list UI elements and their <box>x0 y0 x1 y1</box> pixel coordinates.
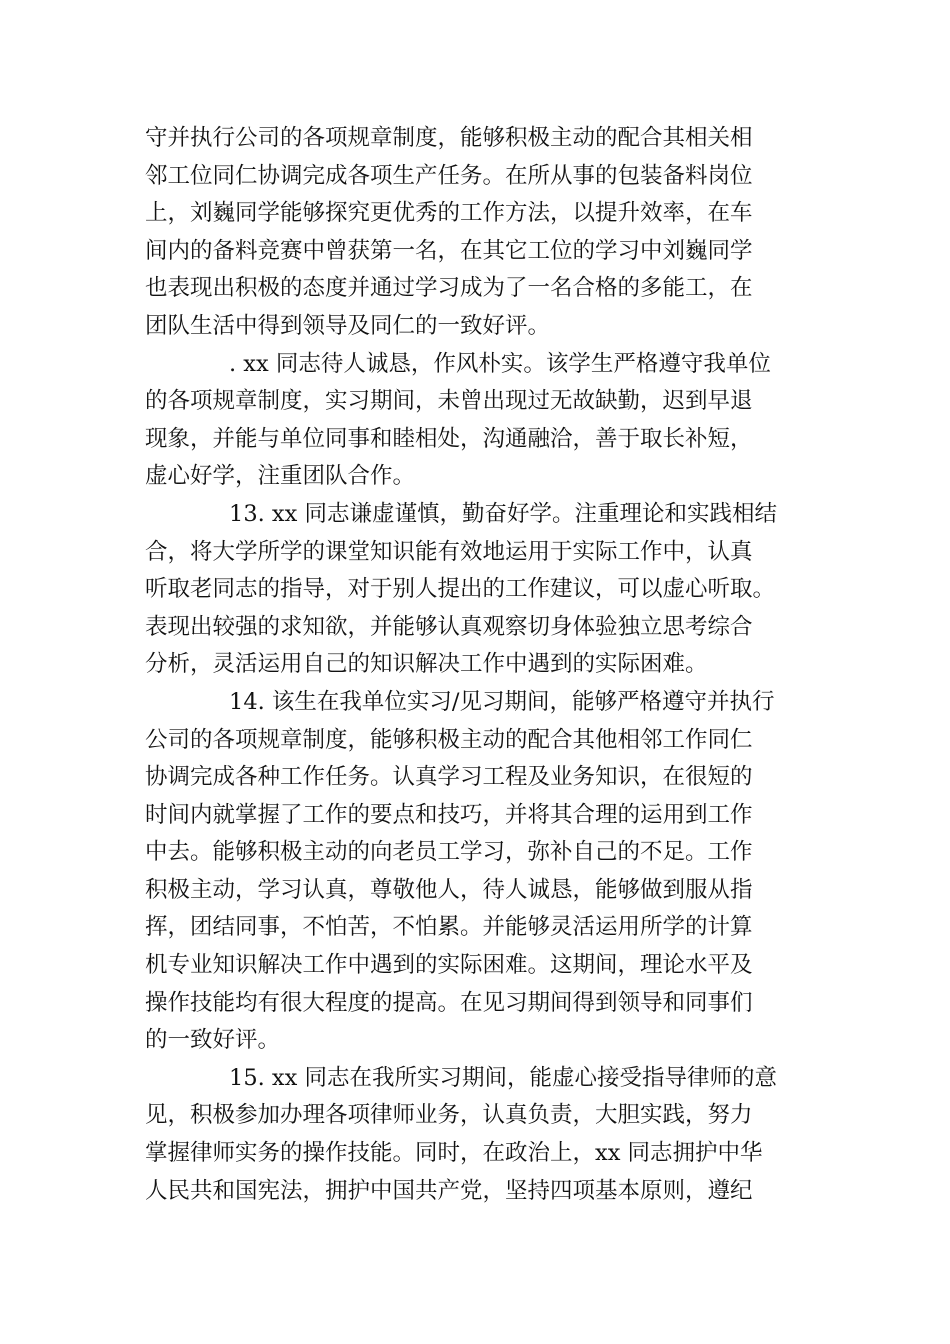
text-line: 虚心好学，注重团队合作。 <box>145 463 416 490</box>
text-line: 掌握律师实务的操作技能。同时，在政治上，xx 同志拥护中华 <box>145 1140 763 1167</box>
text-line: 中去。能够积极主动的向老员工学习，弥补自己的不足。工作 <box>145 839 753 866</box>
text-line: 14. 该生在我单位实习/见习期间，能够严格遵守并执行 <box>229 688 775 715</box>
text-line: . xx 同志待人诚恳，作风朴实。该学生严格遵守我单位 <box>229 350 771 377</box>
text-line: 挥，团结同事，不怕苦，不怕累。并能够灵活运用所学的计算 <box>145 914 753 941</box>
text-line: 表现出较强的求知欲，并能够认真观察切身体验独立思考综合 <box>145 613 753 640</box>
text-line: 见，积极参加办理各项律师业务，认真负责，大胆实践，努力 <box>145 1102 753 1129</box>
text-line: 人民共和国宪法，拥护中国共产党，坚持四项基本原则，遵纪 <box>145 1177 753 1204</box>
text-line: 团队生活中得到领导及同仁的一致好评。 <box>145 312 551 339</box>
text-line: 合，将大学所学的课堂知识能有效地运用于实际工作中，认真 <box>145 538 753 565</box>
text-line: 分析，灵活运用自己的知识解决工作中遇到的实际困难。 <box>145 651 708 678</box>
text-line: 的各项规章制度，实习期间，未曾出现过无故缺勤，迟到早退 <box>145 388 753 415</box>
document-body <box>145 120 815 1210</box>
text-line: 听取老同志的指导，对于别人提出的工作建议，可以虚心听取。 <box>145 576 776 603</box>
text-line: 13. xx 同志谦虚谨慎，勤奋好学。注重理论和实践相结 <box>229 500 777 527</box>
text-line: 机专业知识解决工作中遇到的实际困难。这期间，理论水平及 <box>145 952 753 979</box>
text-line: 积极主动，学习认真，尊敬他人，待人诚恳，能够做到服从指 <box>145 876 753 903</box>
text-line: 的一致好评。 <box>145 1027 281 1054</box>
text-line: 操作技能均有很大程度的提高。在见习期间得到领导和同事们 <box>145 989 753 1016</box>
text-line: 现象，并能与单位同事和睦相处，沟通融洽，善于取长补短， <box>145 425 753 452</box>
text-line: 上，刘巍同学能够探究更优秀的工作方法，以提升效率，在车 <box>145 200 753 227</box>
text-line: 也表现出积极的态度并通过学习成为了一名合格的多能工，在 <box>145 275 753 302</box>
text-line: 邻工位同仁协调完成各项生产任务。在所从事的包装备料岗位 <box>145 162 753 189</box>
text-line: 公司的各项规章制度，能够积极主动的配合其他相邻工作同仁 <box>145 726 753 753</box>
text-line: 守并执行公司的各项规章制度，能够积极主动的配合其相关相 <box>145 125 753 151</box>
text-line: 时间内就掌握了工作的要点和技巧，并将其合理的运用到工作 <box>145 801 753 828</box>
text-line: 间内的备料竞赛中曾获第一名，在其它工位的学习中刘巍同学 <box>145 237 753 264</box>
text-line: 协调完成各种工作任务。认真学习工程及业务知识，在很短的 <box>145 764 753 791</box>
text-line: 15. xx 同志在我所实习期间，能虚心接受指导律师的意 <box>229 1064 777 1091</box>
